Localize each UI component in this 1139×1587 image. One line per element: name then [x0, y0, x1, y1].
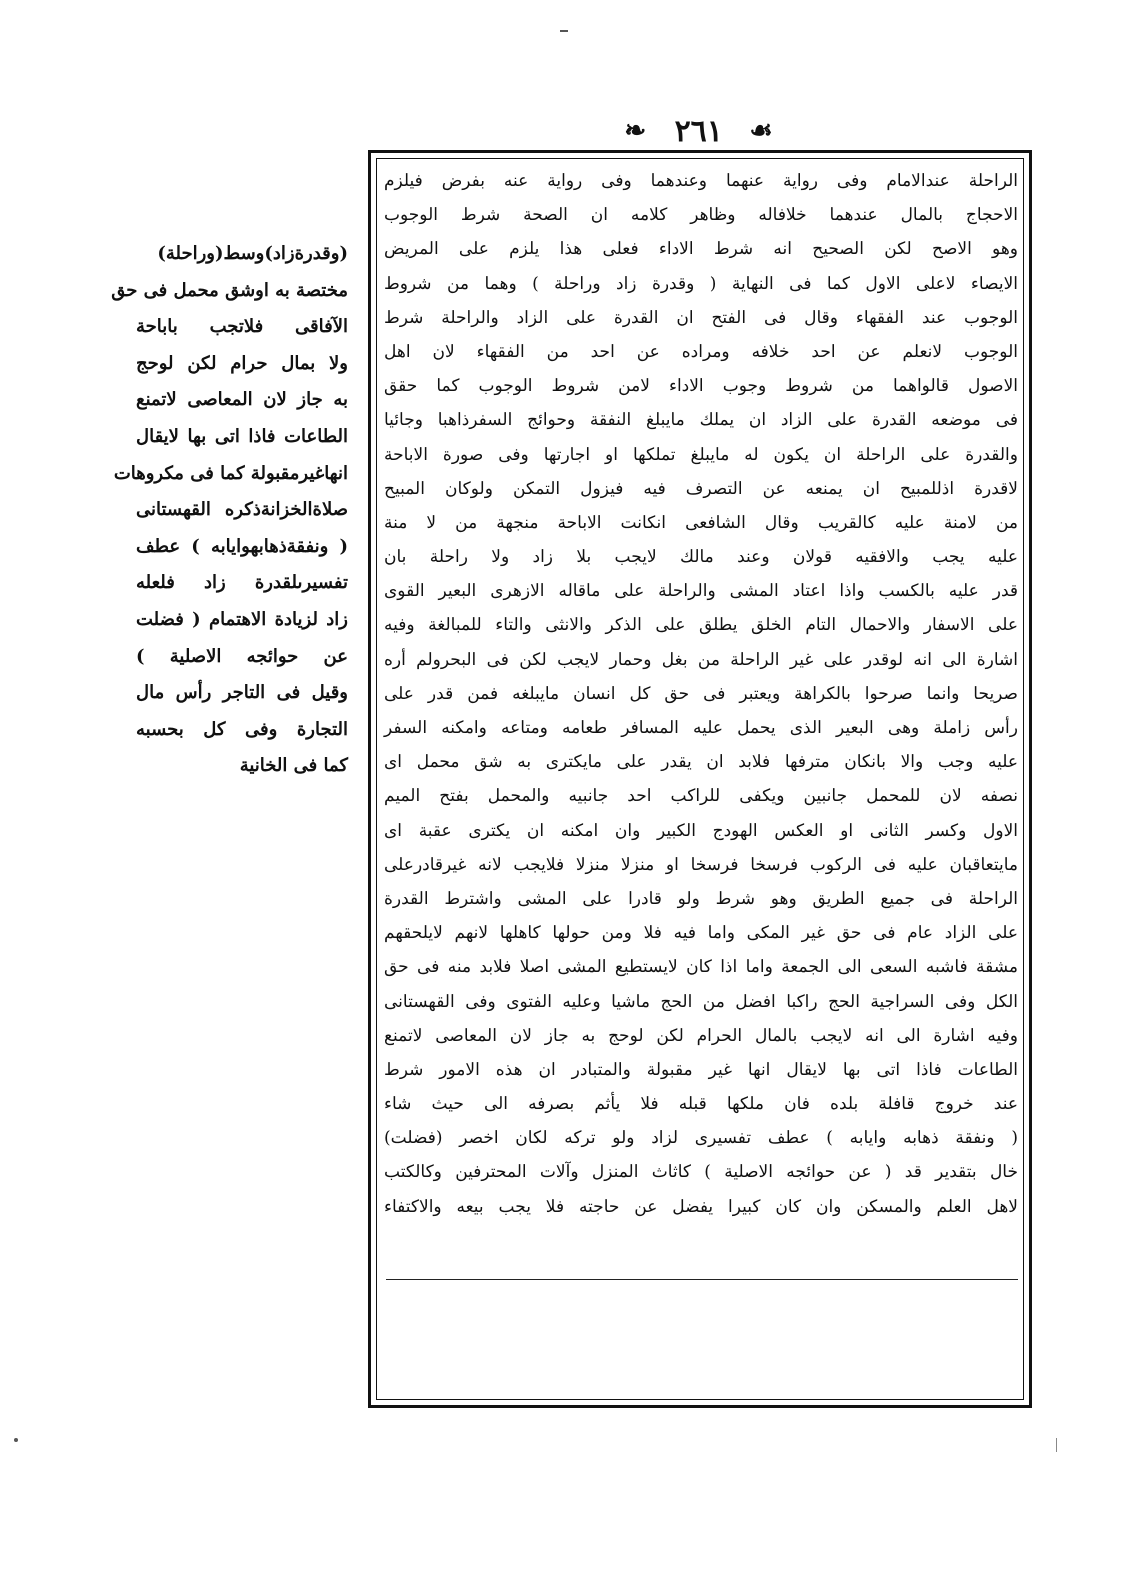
margin-line: وقيل فى التاجر رأس مال: [136, 682, 348, 704]
main-line: الاول وكسر الثانى او العكس الهودج الكبير وان امكنه ان يكترى عقبة اى: [384, 820, 1018, 841]
main-line: الراحلة فى جميع الطريق وهو شرط ولو قادرا على المشى واشترط القدرة: [384, 888, 1018, 909]
main-line: صريحا وانما صرحوا بالكراهة ويعتبر فى حق كل انسان مايبلغه فمن قدر على: [384, 683, 1018, 704]
main-line: وفيه اشارة الى انه لايجب بالمال الحرام لكن لوحج به جاز لان المعاصى لاتمنع: [384, 1025, 1018, 1046]
main-line: لاقدرة اذللمبيح ان يمنعه عن التصرف فيه فيزول التمكن ولوكان المبيح: [384, 478, 1018, 499]
main-line: الراحلة عندالامام وفى رواية عنهما وعندهما وفى رواية عنه بفرض فيلزم: [384, 171, 1018, 191]
main-line: عند خروج قافلة بلده فان ملكها قبله فلا يأثم بصرفه الى حيث شاء: [384, 1094, 1018, 1115]
main-line: مايتعاقبان عليه فى الركوب فرسخا فرسخا او منزلا منزلا فلايجب لانه غيرقادرعلى: [384, 854, 1018, 875]
margin-line: التجارة وفى كل بحسبه: [136, 718, 348, 740]
main-line: الاصول قالواهما من شروط وجوب الاداء لامن شروط الوجوب كما حقق: [384, 376, 1018, 397]
margin-line: تفسيرىلقدرة زاد فلعله: [136, 572, 348, 594]
main-line: رأس زاملة وهى البعير الذى يحمل عليه المسافر طعامه ومتاعه وامكنه السفر: [384, 718, 1018, 738]
page-header: [0, 112, 1139, 149]
top-dash-mark: [560, 30, 568, 32]
margin-line: (وقدرةزاد)وسط(وراحلة): [157, 243, 348, 264]
page-number: ٢٦١: [674, 113, 723, 149]
margin-line: مختصة به اوشق محمل فى حق: [111, 279, 348, 301]
main-line: على الزاد عام فى حق غير المكى واما فيه فلا ومن حولها كاهلها لانهم لايلحقهم: [384, 923, 1018, 944]
main-line: الايصاء لاعلى الاول كما فى النهاية ( وقدرة زاد وراحلة ) وهما من شروط: [384, 273, 1018, 294]
scan-edge-mark: [1056, 1438, 1057, 1452]
main-text-block: [384, 164, 1018, 1396]
main-line: قدر عليه بالكسب واذا اعتاد المشى والراحلة على ماقاله الازهرى البعير القوى: [384, 581, 1018, 602]
main-line: مشقة فاشبه السعى الى الجمعة واما اذا كان لايستطيع المشى اصلا فلابد منه فى حق: [384, 957, 1018, 978]
main-line: من لامنة عليه كالقريب وقال الشافعى انكانت الاباحة منجهة من لا منة: [384, 512, 1018, 533]
margin-line: الطاعات فاذا اتى بها لايقال: [136, 425, 348, 447]
main-line: فى موضعه القدرة على الزاد ان يملك مايبلغ النفقة وحوائج السفرذاهبا وجائيا: [384, 410, 1018, 431]
margin-line: انهاغيرمقبولة كما فى مكروهات: [113, 462, 348, 484]
margin-line: عن حوائجه الاصلية ): [136, 645, 348, 667]
main-line: الوجوب عند الفقهاء وقال فى الفتح ان القدرة على الزاد والراحلة شرط: [384, 307, 1018, 328]
main-line: عليه وجب والا بانكان مترفها فلابد ان يقدر على مايكترى به شق محمل اى: [384, 752, 1018, 773]
margin-line: به جاز لان المعاصى لاتمنع: [136, 389, 348, 411]
scan-speck: [14, 1438, 18, 1442]
margin-line: الآفاقى فلاتجب باباحة: [136, 316, 348, 338]
margin-line: صلاةالخزانةذكره القهستانى: [136, 499, 348, 521]
main-line: والقدرة على الراحلة ان يكون له مايبلغ تملكها او اجارتها وفى صورة الاباحة: [384, 444, 1018, 465]
main-line: نصفه لان للمحمل جانبين ويكفى للراكب احد جانبيه والمحمل بفتح الميم: [384, 786, 1018, 807]
main-line: الوجوب لانعلم عن احد خلافه ومراده عن احد من الفقهاء لان اهل: [384, 341, 1018, 362]
margin-line: زاد لزيادة الاهتمام ( فضلت: [136, 608, 348, 630]
main-line: على الاسفار والاحمال التام الخلق يطلق على الذكر والانثى والتاء للمبالغة وفيه: [384, 615, 1018, 636]
main-line: اشارة الى انه لوقدر على غير الراحلة من بغل وحمار لايجب لكن فى البحرولم أره: [384, 649, 1018, 670]
margin-line: كما فى الخانية: [239, 755, 348, 777]
main-line: الاحجاج بالمال عندهما خلافاله وظاهر كلامه ان الصحة شرط الوجوب: [384, 205, 1018, 226]
main-line: الطاعات فاذا اتى بها لايقال انها غير مقبولة والمتبادر ان هذه الامور شرط: [384, 1059, 1018, 1080]
main-line: خال بتقدير قد ( عن حوائجه الاصلية ) كاثاث المنزل وآلات المحترفين وكالكتب: [384, 1162, 1018, 1183]
main-line: لاهل العلم والمسكن وان كان كبيرا يفضل عن حاجته فلا يجب بيعه والاكتفاء: [384, 1196, 1018, 1217]
main-line: ( ونفقة ذهابه وايابه ) عطف تفسيرى لزاد ولو تركه لكان اخصر (فضلت): [384, 1128, 1018, 1149]
separator-rule: [386, 1279, 1018, 1280]
main-line: عليه يجب والافقيه قولان وعند مالك لايجب بلا زاد ولا راحلة بان: [384, 547, 1018, 568]
margin-line: ولا بمال حرام لكن لوحج: [136, 352, 348, 374]
margin-commentary: [111, 236, 348, 1036]
left-ornament-icon: ❧: [624, 116, 649, 146]
margin-line: ( ونفقةذهابهوايابه ) عطف: [136, 535, 348, 557]
right-ornament-icon: ☙: [749, 116, 775, 146]
main-line: وهو الاصح لكن الصحيح انه شرط الاداء فعلى هذا يلزم على المريض: [384, 239, 1018, 260]
main-line: الكل وفى السراجية الحج راكبا افضل من الحج ماشيا وعليه الفتوى وفى القهستانى: [384, 991, 1018, 1012]
